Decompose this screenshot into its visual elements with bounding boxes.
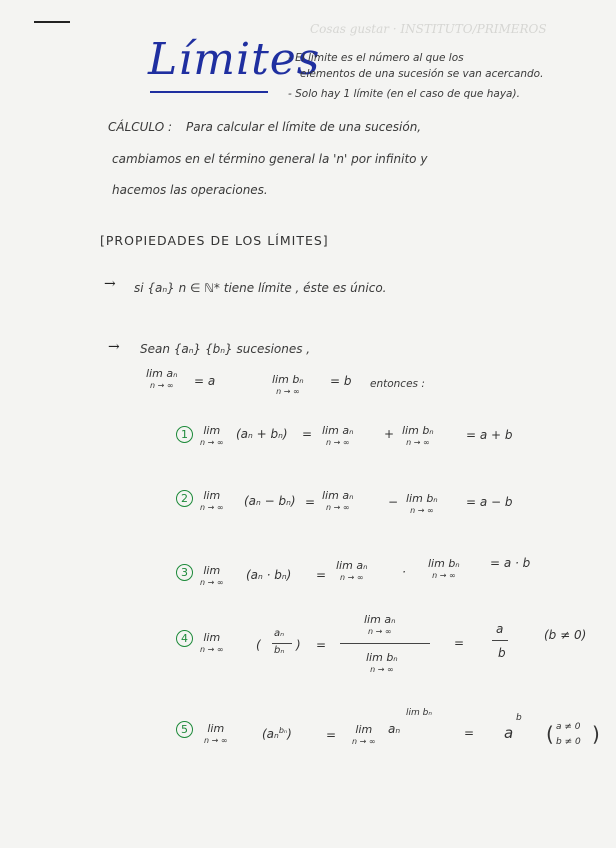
lim-operator: lim bₙ n → ∞ bbox=[402, 424, 434, 448]
rule-number-badge: 4 bbox=[176, 630, 193, 647]
given-b-value: = b bbox=[330, 374, 352, 388]
property-unique-limit: si {aₙ} n ∈ ℕ* tiene límite , éste es único. bbox=[134, 281, 387, 295]
arrow-icon: → bbox=[108, 339, 120, 355]
fraction-bar bbox=[340, 643, 430, 644]
paren-open: ( bbox=[256, 638, 261, 652]
note-line-3: - Solo hay 1 límite (en el caso de que haya). bbox=[288, 88, 520, 100]
operator-sign: − bbox=[388, 495, 399, 509]
title-underline bbox=[150, 91, 268, 93]
property-sequences: Sean {aₙ} {bₙ} sucesiones , bbox=[140, 342, 311, 356]
lim-operator: lim n → ∞ bbox=[200, 564, 224, 588]
condition: b ≠ 0 bbox=[556, 737, 581, 747]
rule-lhs: (aₙ · bₙ) bbox=[246, 568, 292, 582]
lhs-numerator: aₙ bbox=[274, 628, 285, 639]
lim-operator: lim n → ∞ bbox=[204, 722, 228, 746]
equals-sign: = bbox=[454, 636, 465, 650]
rule-result: = a − b bbox=[466, 495, 513, 509]
equals-sign: = bbox=[326, 728, 337, 742]
condition: (b ≠ 0) bbox=[544, 628, 587, 642]
condition: a ≠ 0 bbox=[556, 722, 581, 732]
result-base: a bbox=[504, 724, 514, 742]
rule-lhs: (aₙ − bₙ) bbox=[244, 494, 296, 508]
result-exponent: b bbox=[516, 713, 522, 723]
rule-number-badge: 3 bbox=[176, 564, 193, 581]
lim-operator: lim aₙ n → ∞ bbox=[322, 424, 354, 448]
power-exponent: lim bₙ bbox=[406, 708, 432, 718]
lhs-denominator: bₙ bbox=[274, 645, 285, 656]
calculo-line-3: hacemos las operaciones. bbox=[112, 183, 268, 197]
fraction-bar bbox=[492, 640, 508, 641]
lim-operator: lim n → ∞ bbox=[200, 424, 224, 448]
equals-sign: = bbox=[464, 726, 475, 740]
calculo-label: CÁLCULO : bbox=[108, 120, 173, 134]
rule-number-badge: 1 bbox=[176, 426, 193, 443]
given-a-value: = a bbox=[194, 374, 216, 388]
equals-sign: = bbox=[302, 427, 313, 441]
lim-operator: lim aₙ n → ∞ bbox=[364, 613, 396, 637]
equals-sign: = bbox=[316, 638, 327, 652]
lim-operator: lim aₙ n → ∞ bbox=[336, 559, 368, 583]
note-line-1: - El límite es el número al que los bbox=[288, 52, 464, 64]
calculo-line-2: cambiamos en el término general la 'n' por infinito y bbox=[112, 152, 428, 166]
lim-operator: lim bₙ n → ∞ bbox=[428, 557, 460, 581]
arrow-icon: → bbox=[104, 276, 116, 292]
paren-open: ( bbox=[546, 722, 554, 746]
section-title: [PROPIEDADES DE LOS LÍMITES] bbox=[100, 233, 329, 248]
lim-operator: lim aₙ n → ∞ bbox=[146, 367, 178, 391]
lim-operator: lim n → ∞ bbox=[352, 723, 376, 747]
rule-result: = a · b bbox=[490, 556, 531, 570]
power-base: aₙ bbox=[388, 722, 401, 736]
equals-sign: = bbox=[316, 568, 327, 582]
top-dash-mark bbox=[34, 21, 70, 23]
operator-sign: + bbox=[384, 427, 395, 441]
lim-operator: lim bₙ n → ∞ bbox=[272, 373, 304, 397]
result-denominator: b bbox=[498, 646, 506, 660]
lim-operator: lim aₙ n → ∞ bbox=[322, 489, 354, 513]
lim-operator: lim bₙ n → ∞ bbox=[406, 492, 438, 516]
operator-sign: · bbox=[402, 565, 406, 579]
result-numerator: a bbox=[496, 622, 504, 636]
equals-sign: = bbox=[305, 495, 316, 509]
rule-lhs: (aₙ + bₙ) bbox=[236, 427, 288, 441]
calculo-line-1: Para calcular el límite de una sucesión, bbox=[186, 120, 422, 134]
paren-close: ) bbox=[296, 638, 301, 652]
rule-result: = a + b bbox=[466, 428, 513, 442]
then-word: entonces : bbox=[370, 378, 425, 390]
lim-operator: lim n → ∞ bbox=[200, 631, 224, 655]
paren-close: ) bbox=[592, 722, 600, 746]
rule-number-badge: 5 bbox=[176, 721, 193, 738]
note-line-2: elementos de una sucesión se van acercando. bbox=[300, 68, 544, 80]
page-title: Límites bbox=[148, 34, 321, 85]
fraction-bar bbox=[272, 643, 292, 644]
bleed-through-text: Cosas gustar · INSTITUTO/PRIMEROS bbox=[310, 22, 547, 36]
lim-operator: lim n → ∞ bbox=[200, 489, 224, 513]
lim-operator: lim bₙ n → ∞ bbox=[366, 651, 398, 675]
rule-lhs: (aₙ$^{b_n}$) bbox=[262, 726, 292, 741]
rule-number-badge: 2 bbox=[176, 490, 193, 507]
